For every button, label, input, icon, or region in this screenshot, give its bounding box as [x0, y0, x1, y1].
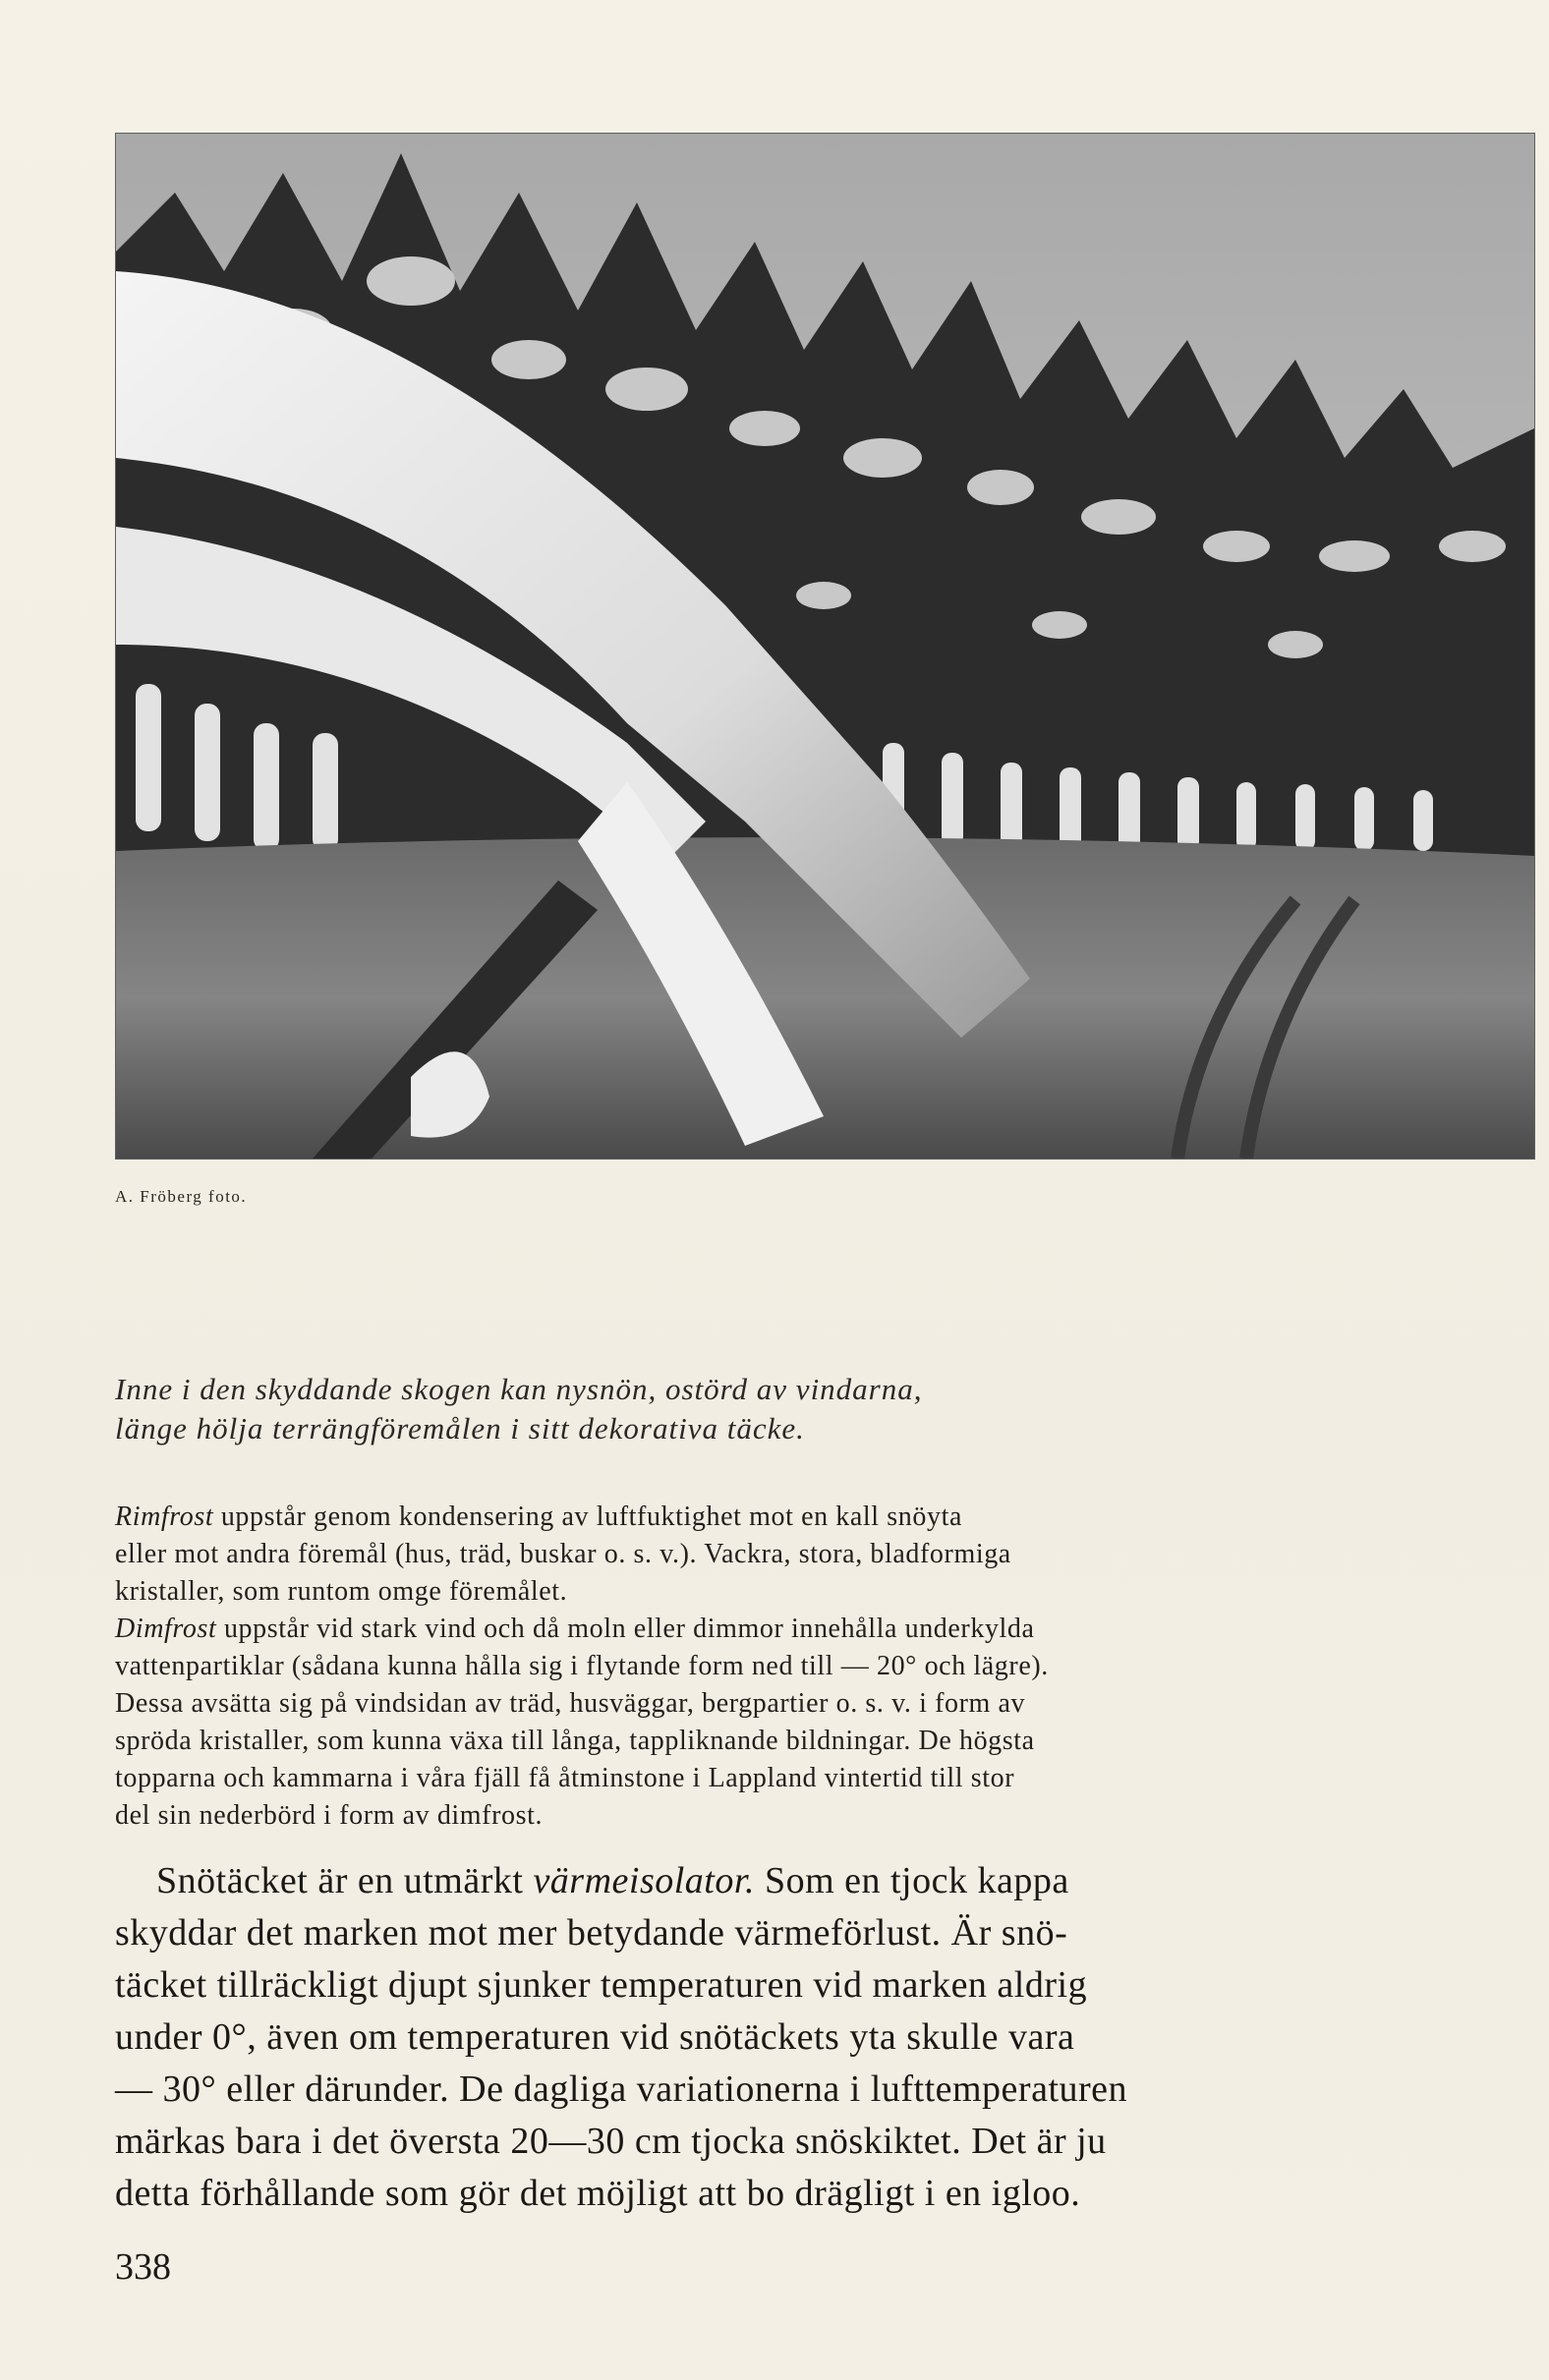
main-paragraph: [115, 1855, 1344, 2220]
rimfrost-line-3: kristaller, som runtom omge föremålet.: [115, 1576, 568, 1607]
dimfrost-line-4: spröda kristaller, som kunna växa till långa, tappliknande bildningar. De högsta: [115, 1726, 1035, 1756]
main-line-6: märkas bara i det översta 20—30 cm tjocka snöskiktet. Det är ju: [115, 2121, 1107, 2162]
dimfrost-line-5: topparna och kammarna i våra fjäll få åtminstone i Lappland vintertid till stor: [115, 1763, 1015, 1793]
page-number: 338: [115, 2246, 171, 2288]
rimfrost-line-1-text: uppstår genom kondensering av luftfuktighet mot en kall snöyta: [213, 1502, 962, 1532]
main-line-7: detta förhållande som gör det möjligt att bo drägligt i en igloo.: [115, 2173, 1081, 2214]
rimfrost-term: Rimfrost: [115, 1502, 214, 1532]
rimfrost-line-2: eller mot andra föremål (hus, träd, buskar o. s. v.). Vackra, stora, bladformiga: [115, 1539, 1011, 1569]
main-line-1-end: Som en tjock kappa: [754, 1860, 1069, 1901]
snow-forest-photo: [115, 133, 1535, 1160]
main-line-1: [115, 1855, 1344, 1907]
snow-forest-illustration: [116, 134, 1534, 1159]
varmeisolator-term: värmeisolator.: [533, 1860, 755, 1901]
dimfrost-line-3: Dessa avsätta sig på vindsidan av träd, husväggar, bergpartier o. s. v. i form av: [115, 1688, 1026, 1719]
caption-line: Inne i den skyddande skogen kan nysnön, ostörd av vindarna,: [115, 1372, 923, 1406]
main-line-4: under 0°, även om temperaturen vid snötäckets yta skulle vara: [115, 2016, 1075, 2058]
dimfrost-line-2: vattenpartiklar (sådana kunna hålla sig i flytande form ned till — 20° och lägre).: [115, 1651, 1049, 1681]
main-line-5: — 30° eller därunder. De dagliga variationerna i lufttemperaturen: [115, 2068, 1128, 2110]
frost-definitions: [115, 1499, 1344, 1835]
main-line-1-start: Snötäcket är en utmärkt: [156, 1860, 534, 1901]
main-line-3: täcket tillräckligt djupt sjunker temperaturen vid marken aldrig: [115, 1964, 1088, 2006]
dimfrost-line-1-text: uppstår vid stark vind och då moln eller dimmor innehålla underkylda: [216, 1614, 1035, 1644]
main-line-2: skyddar det marken mot mer betydande värmeförlust. Är snö-: [115, 1912, 1068, 1954]
caption-line: länge hölja terrängföremålen i sitt dekorativa täcke.: [115, 1411, 805, 1445]
photo-caption: [115, 1370, 1353, 1448]
dimfrost-line-1: [115, 1611, 1344, 1648]
dimfrost-term: Dimfrost: [115, 1614, 217, 1644]
photo-credit: A. Fröberg foto.: [115, 1187, 248, 1206]
rimfrost-line-1: [115, 1499, 1344, 1536]
dimfrost-line-6: del sin nederbörd i form av dimfrost.: [115, 1800, 544, 1831]
